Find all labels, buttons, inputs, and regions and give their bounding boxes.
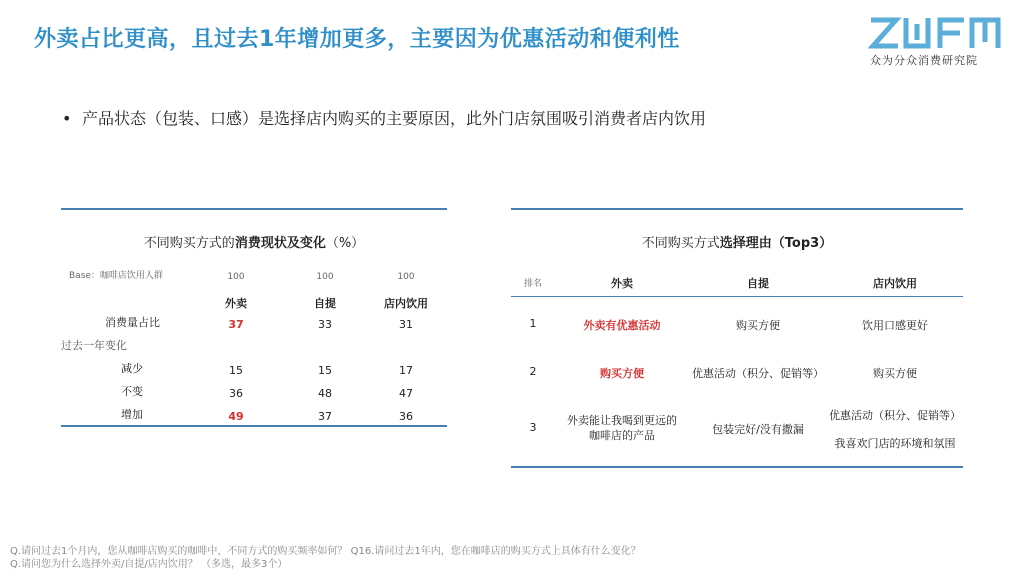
col-header: 自提 xyxy=(314,297,336,310)
change-heading-row xyxy=(61,333,447,356)
table-top-rule xyxy=(511,208,963,210)
title-unit: （%） xyxy=(325,236,365,251)
col-header: 店内饮用 xyxy=(873,277,917,290)
row-label: 不变 xyxy=(121,385,143,398)
table-row xyxy=(511,349,963,401)
base-value: 100 xyxy=(397,272,415,282)
reason-cell: 优惠活动（积分、促销等） xyxy=(829,409,961,422)
reason-cell: 外卖有优惠活动 xyxy=(583,319,661,332)
header-row xyxy=(61,287,447,310)
title-plain: 不同购买方式 xyxy=(641,236,720,251)
rank: 1 xyxy=(529,317,537,330)
rank: 2 xyxy=(529,365,537,378)
zufm-logo-icon xyxy=(868,16,1002,50)
title-bold: 选择理由（Top3） xyxy=(719,236,833,251)
table-row xyxy=(61,402,447,425)
cell-value: 15 xyxy=(318,364,332,377)
cell-value: 36 xyxy=(229,387,243,400)
col-header-rank: 排名 xyxy=(523,279,542,289)
reasons-table-title xyxy=(511,232,963,250)
share-value: 37 xyxy=(228,318,244,331)
cell-value: 49 xyxy=(228,410,244,423)
table-bottom-rule xyxy=(511,466,963,468)
reason-cell: 包装完好/没有撒漏 xyxy=(712,423,804,436)
bullet-icon: • xyxy=(62,109,72,128)
col-header: 店内饮用 xyxy=(384,297,428,310)
footnote-line: Q.请问过去1个月内，您从咖啡店购买的咖啡中，不同方式的购买频率如何？ Q16.请问过去1年内，您在咖啡店的购买方式上具体有什么变化？ xyxy=(10,546,641,557)
base-value: 100 xyxy=(316,272,334,282)
consumption-table-title xyxy=(61,232,447,250)
table-row xyxy=(511,297,963,349)
reason-cell: 优惠活动（积分、促销等） xyxy=(692,367,824,380)
cell-value: 36 xyxy=(399,410,413,423)
brand-logo xyxy=(868,16,1008,68)
consumption-table xyxy=(61,208,447,427)
logo-caption: 众为分众消费研究院 xyxy=(870,54,978,67)
cell-value: 17 xyxy=(399,364,413,377)
reason-cell: 外卖能让我喝到更远的咖啡店的产品 xyxy=(567,414,677,442)
table-row xyxy=(511,401,963,466)
table-row xyxy=(61,356,447,379)
footnote xyxy=(10,545,641,571)
change-heading: 过去一年变化 xyxy=(61,339,127,352)
base-row xyxy=(61,264,447,287)
col-header: 外卖 xyxy=(225,297,247,310)
rank: 3 xyxy=(529,421,537,434)
col-header: 外卖 xyxy=(611,277,633,290)
cell-value: 48 xyxy=(318,387,332,400)
table-row xyxy=(61,379,447,402)
reason-cell: 我喜欢门店的环境和氛围 xyxy=(834,437,956,450)
reason-cell: 饮用口感更好 xyxy=(862,319,928,332)
key-finding xyxy=(62,106,706,129)
cell-value: 15 xyxy=(229,364,243,377)
reasons-table xyxy=(511,208,963,468)
table-top-rule xyxy=(61,208,447,210)
page-title: 外卖占比更高，且过去1年增加更多，主要因为优惠活动和便利性 xyxy=(34,27,680,52)
share-label: 消费量占比 xyxy=(105,316,160,329)
title-plain: 不同购买方式的 xyxy=(143,236,235,251)
share-row xyxy=(61,310,447,333)
table-bottom-rule xyxy=(61,425,447,427)
reason-cell: 购买方便 xyxy=(873,367,917,380)
base-label: Base：咖啡店饮用人群 xyxy=(69,271,163,281)
base-value: 100 xyxy=(227,272,245,282)
cell-value: 47 xyxy=(399,387,413,400)
reason-cell: 购买方便 xyxy=(600,367,644,380)
share-value: 33 xyxy=(318,318,332,331)
reasons-header-row xyxy=(511,268,963,297)
col-header: 自提 xyxy=(747,277,769,290)
reason-cell: 购买方便 xyxy=(736,319,780,332)
row-label: 减少 xyxy=(121,362,143,375)
share-value: 31 xyxy=(399,318,413,331)
title-bold: 消费现状及变化 xyxy=(234,236,326,251)
footnote-line: Q.请问您为什么选择外卖/自提/店内饮用？ （多选，最多3个） xyxy=(10,559,288,570)
key-finding-text: 产品状态（包装、口感）是选择店内购买的主要原因，此外门店氛围吸引消费者店内饮用 xyxy=(82,109,707,128)
cell-value: 37 xyxy=(318,410,332,423)
row-label: 增加 xyxy=(121,408,143,421)
